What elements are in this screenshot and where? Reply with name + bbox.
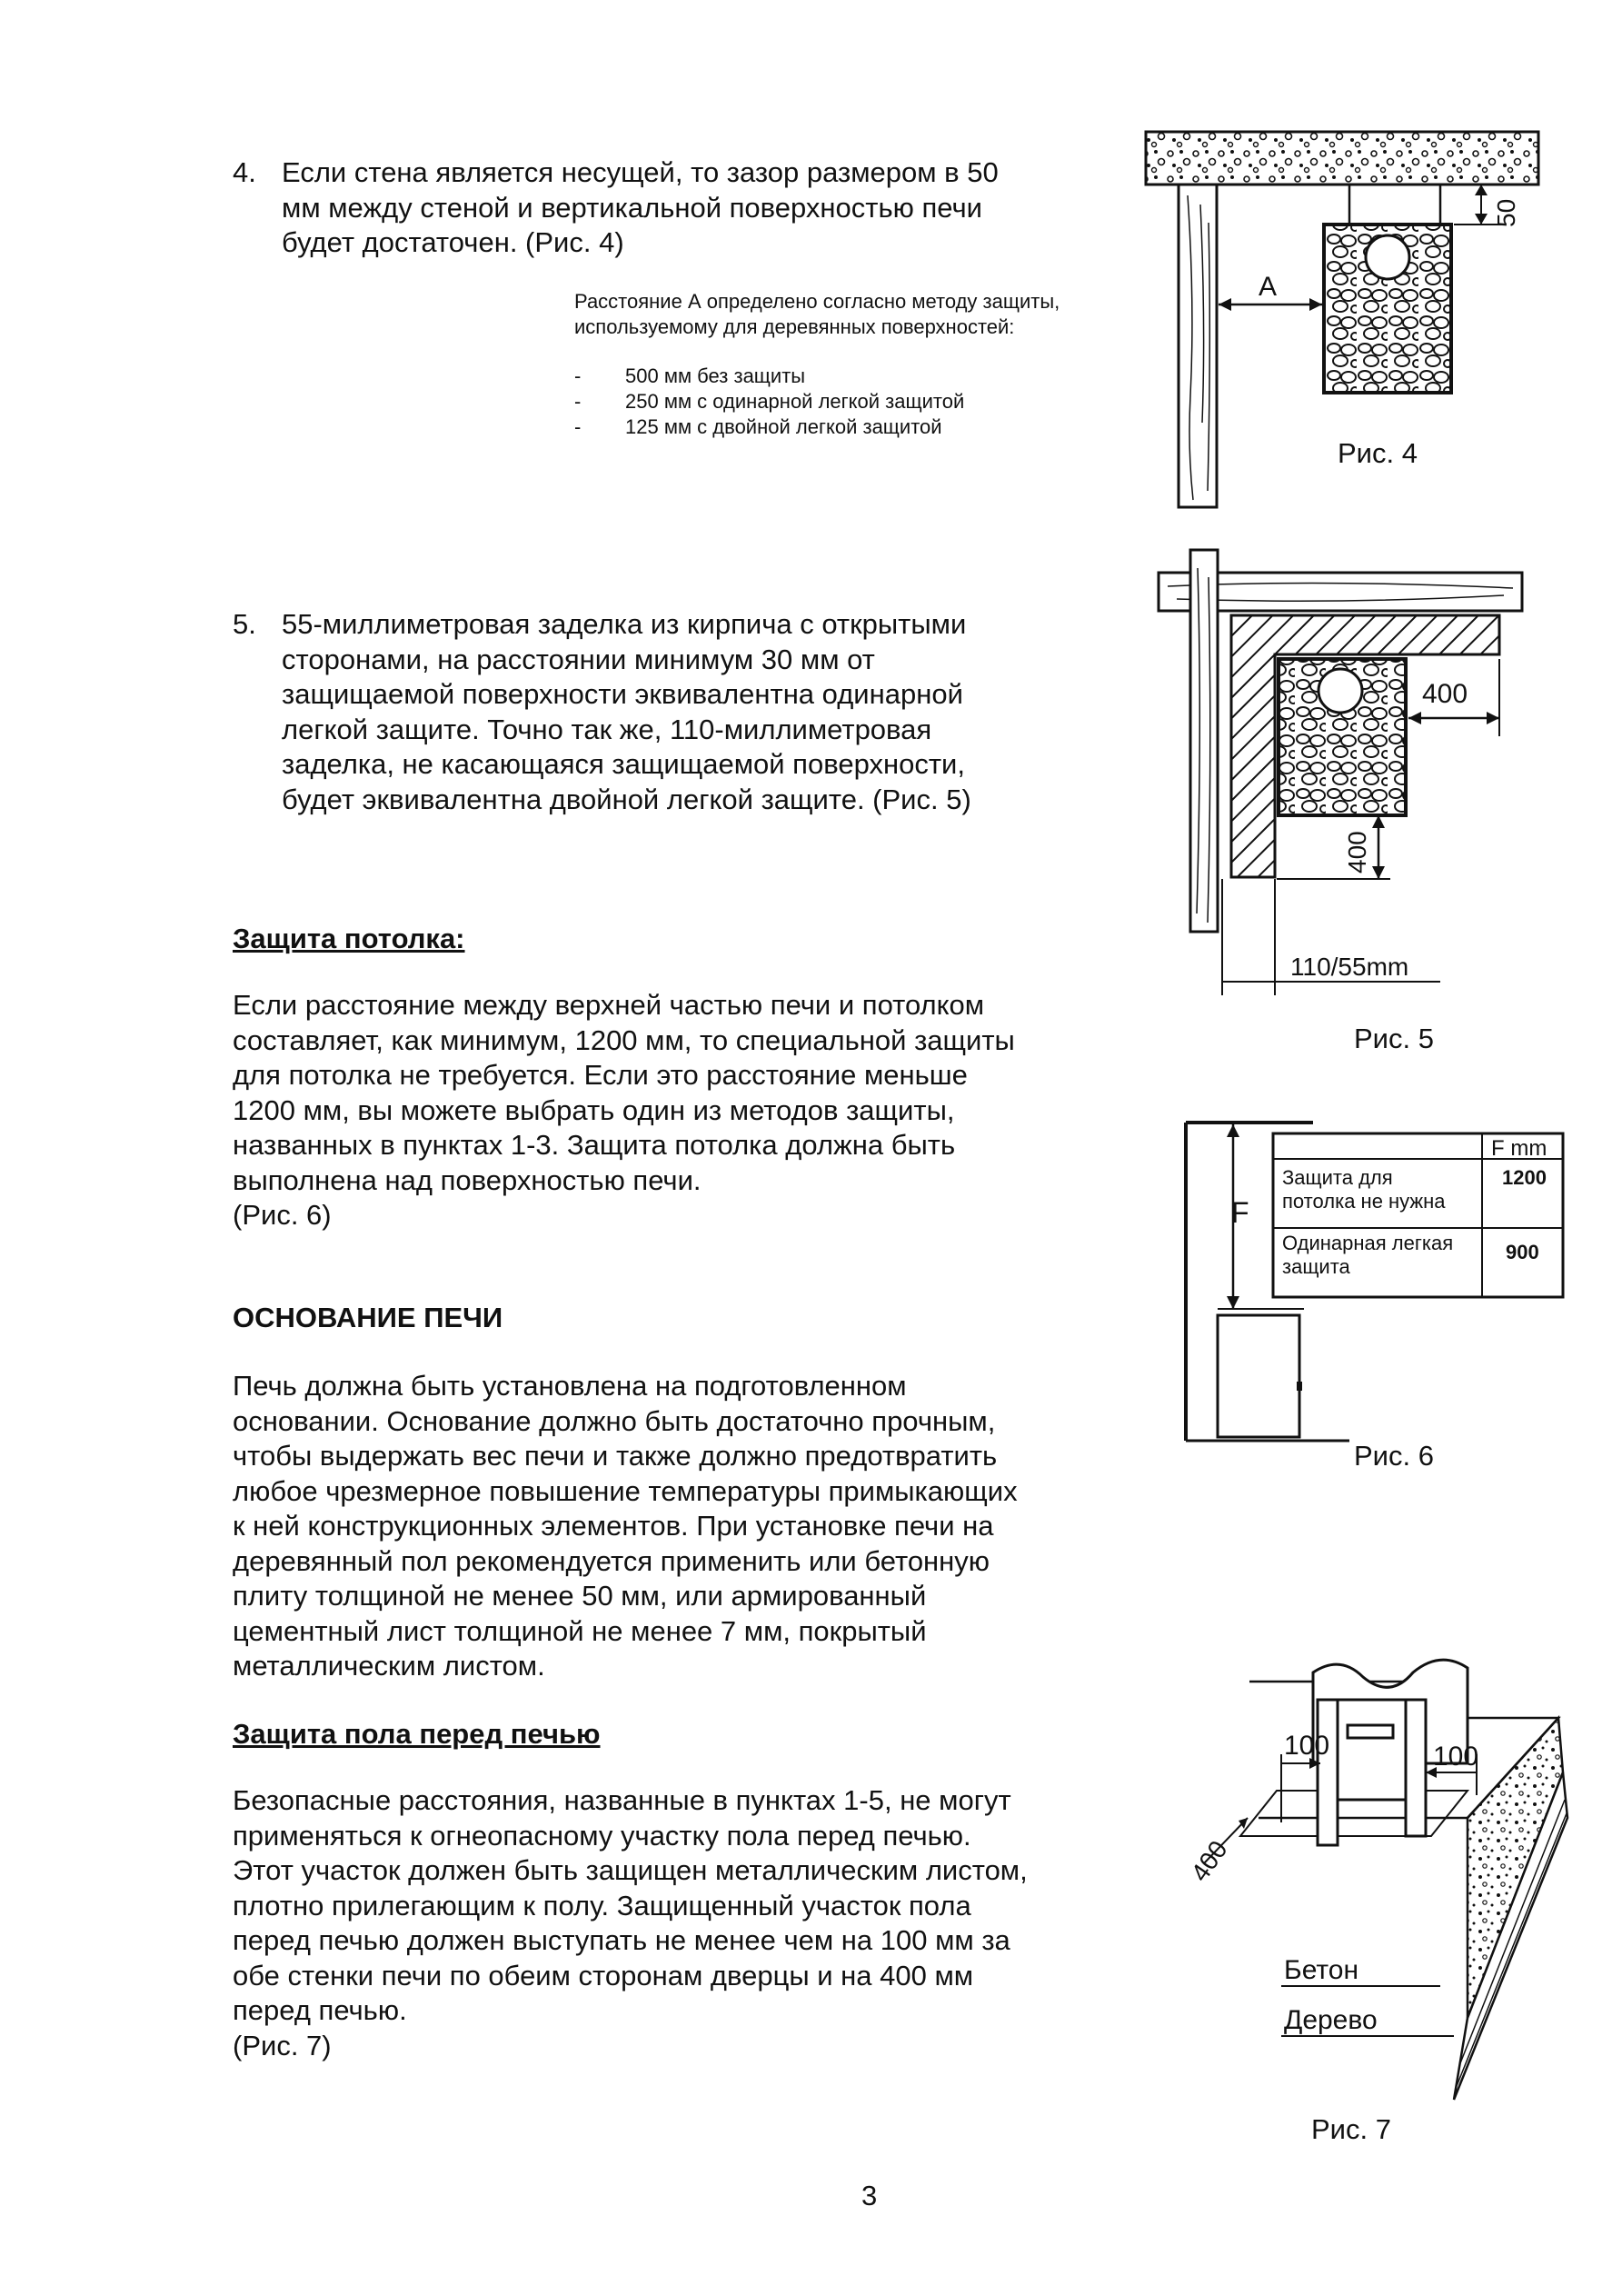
text-line: обе стенки печи по обеим сторонам дверцы и на 400 мм — [233, 1959, 974, 1992]
text-line: сторонами, на расстоянии минимум 30 мм от — [282, 643, 875, 675]
fig7-label-400: 400 — [1185, 1835, 1233, 1887]
text-line: заделка, не касающаяся защищаемой поверхности, — [282, 748, 965, 780]
list-item: 125 мм с двойной легкой защитой — [625, 415, 942, 438]
fig6-caption: Рис. 6 — [1354, 1440, 1434, 1472]
text-line: будет достаточен. (Рис. 4) — [282, 226, 624, 258]
fig7-label-concrete: Бетон — [1284, 1955, 1359, 1985]
page-number: 3 — [861, 2180, 878, 2211]
text-line: Безопасные расстояния, названные в пунктах 1-5, не могут — [233, 1784, 1011, 1816]
text-line: защищаемой поверхности эквивалентна одинарной — [282, 678, 963, 710]
fig5-label-400-h: 400 — [1422, 679, 1468, 709]
text-line: 1200 мм, вы можете выбрать один из методов защиты, — [233, 1093, 955, 1126]
text-line: (Рис. 7) — [233, 2029, 332, 2061]
text-line: легкой защите. Точно так же, 110-миллиметровая — [282, 713, 932, 745]
ceiling-heading: Защита потолка: — [233, 923, 465, 954]
floor-heading: Защита пола перед печью — [233, 1718, 601, 1750]
fig6-row2-value: 900 — [1506, 1241, 1539, 1263]
fig4-caption: Рис. 4 — [1338, 437, 1418, 469]
fig6-row2-label: защита — [1282, 1255, 1350, 1278]
text-line: плотно прилегающим к полу. Защищенный участок пола — [233, 1889, 971, 1922]
figure-6 — [1168, 1104, 1572, 1454]
figure-5 — [1140, 541, 1531, 1013]
text-line: перед печью. — [233, 1994, 407, 2026]
text-line: металлическим листом. — [233, 1650, 545, 1682]
item4-number: 4. — [233, 156, 256, 188]
floor-paragraph — [233, 1783, 1028, 2063]
text-line: к ней конструкционных элементов. При установке печи на — [233, 1510, 994, 1542]
item5-paragraph — [282, 607, 971, 817]
fig7-caption: Рис. 7 — [1311, 2113, 1391, 2145]
ceiling-paragraph — [233, 988, 1015, 1233]
text-line: применяться к огнеопасному участку пола перед печью. — [233, 1819, 971, 1852]
text-line: используемому для деревянных поверхностей: — [574, 315, 1015, 338]
text-line: деревянный пол рекомендуется применить или бетонную — [233, 1544, 990, 1577]
fig4-label-50: 50 — [1492, 198, 1520, 227]
fig6-row2-label: Одинарная легкая — [1282, 1232, 1454, 1254]
text-line: 55-миллиметровая заделка из кирпича с открытыми — [282, 608, 967, 640]
text-line: составляет, как минимум, 1200 мм, то специальной защиты — [233, 1023, 1015, 1056]
text-line: плиту толщиной не менее 50 мм, или армированный — [233, 1580, 927, 1612]
fig6-label-f: F — [1231, 1196, 1249, 1229]
text-line: Этот участок должен быть защищен металлическим листом, — [233, 1854, 1028, 1886]
text-line: Расстояние А определено согласно методу защиты, — [574, 290, 1060, 313]
list-item: 250 мм с одинарной легкой защитой — [625, 390, 965, 413]
list-bullet: - — [574, 390, 582, 413]
text-line: основании. Основание должно быть достаточно прочным, — [233, 1404, 996, 1437]
fig6-row1-label: потолка не нужна — [1282, 1190, 1446, 1213]
text-line: Если стена является несущей, то зазор размером в 50 — [282, 156, 999, 188]
text-line: перед печью должен выступать не менее чем на 100 мм за — [233, 1924, 1010, 1956]
fig6-table-header: F mm — [1491, 1136, 1547, 1161]
list-bullet: - — [574, 415, 582, 438]
text-line: выполнена над поверхностью печи. — [233, 1163, 702, 1196]
text-line: любое чрезмерное повышение температуры примыкающих — [233, 1474, 1018, 1507]
base-heading: ОСНОВАНИЕ ПЕЧИ — [233, 1302, 503, 1333]
text-line: мм между стеной и вертикальной поверхностью печи — [282, 191, 982, 224]
distance-note-intro — [574, 289, 1060, 340]
fig5-caption: Рис. 5 — [1354, 1023, 1434, 1054]
text-line: названных в пунктах 1-3. Защита потолка должна быть — [233, 1129, 956, 1161]
text-line: будет эквивалентна двойной легкой защите. (Рис. 5) — [282, 783, 971, 815]
text-line: чтобы выдержать вес печи и также должно предотвратить — [233, 1440, 998, 1472]
text-line: цементный лист толщиной не менее 7 мм, покрытый — [233, 1614, 927, 1647]
fig4-label-a: A — [1259, 272, 1278, 302]
figure-7 — [1168, 1636, 1572, 2131]
distance-note-list — [625, 364, 964, 440]
text-line: (Рис. 6) — [233, 1199, 332, 1231]
fig7-label-wood: Дерево — [1284, 2005, 1378, 2035]
fig5-label-400-v: 400 — [1343, 831, 1371, 873]
item4-paragraph — [282, 155, 999, 261]
fig5-label-bottom: 110/55mm — [1290, 953, 1409, 981]
text-line: для потолка не требуется. Если это расстояние меньше — [233, 1059, 968, 1091]
fig7-label-100-left: 100 — [1284, 1731, 1330, 1761]
list-bullet: - — [574, 364, 582, 387]
list-item: 500 мм без защиты — [625, 364, 806, 387]
fig7-label-100-right: 100 — [1433, 1742, 1479, 1772]
item5-number: 5. — [233, 608, 256, 640]
text-line: Печь должна быть установлена на подготовленном — [233, 1370, 907, 1402]
fig6-row1-label: Защита для — [1282, 1166, 1393, 1189]
text-line: Если расстояние между верхней частью печи и потолком — [233, 989, 985, 1021]
fig6-row1-value: 1200 — [1502, 1166, 1547, 1189]
base-paragraph — [233, 1369, 1018, 1684]
distance-note-bullets — [574, 364, 581, 440]
